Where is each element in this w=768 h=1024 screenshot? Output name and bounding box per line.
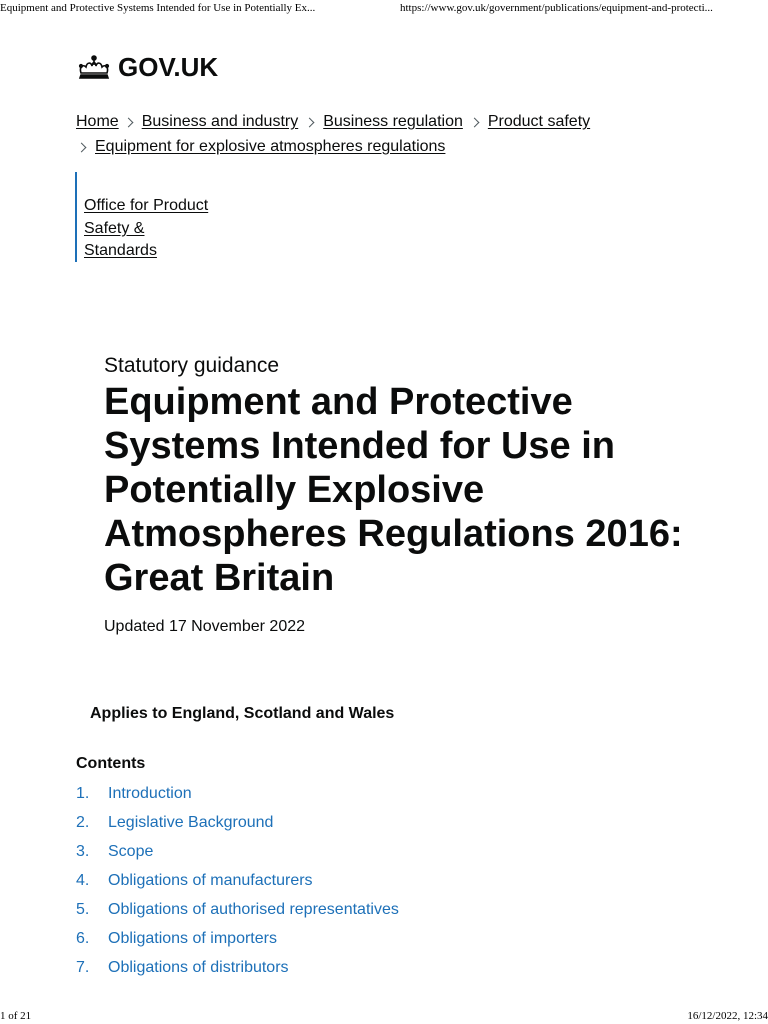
govuk-header[interactable]	[76, 50, 218, 84]
contents-item	[76, 870, 399, 899]
updated-date: Updated 17 November 2022	[104, 618, 306, 635]
print-page-number: 1 of 21	[0, 1010, 32, 1022]
contents-item-number: 4.	[76, 872, 90, 889]
chevron-right-icon	[305, 117, 315, 127]
contents-item	[76, 783, 399, 812]
print-header	[0, 0, 768, 16]
contents-link-obligations-manufacturers[interactable]: Obligations of manufacturers	[108, 872, 313, 889]
breadcrumb-business-and-industry[interactable]: Business and industry	[141, 113, 299, 130]
organisation-line-1: Office for Product	[84, 197, 209, 214]
crown-icon	[76, 53, 112, 81]
contents-link-legislative-background[interactable]: Legislative Background	[108, 814, 274, 831]
chevron-right-icon	[77, 142, 87, 152]
organisation-metadata	[75, 172, 235, 262]
contents-item-number: 5.	[76, 901, 90, 918]
contents-link-obligations-distributors[interactable]: Obligations of distributors	[108, 959, 289, 976]
contents-item	[76, 928, 399, 957]
print-header-url: https://www.gov.uk/government/publications/equipment-and-protecti...	[400, 2, 713, 14]
contents-item-number: 1.	[76, 785, 90, 802]
organisation-line-2: Safety &	[84, 219, 145, 237]
chevron-right-icon	[469, 117, 479, 127]
organisation-link[interactable]	[84, 197, 208, 259]
breadcrumb-business-regulation[interactable]: Business regulation	[323, 113, 463, 130]
contents-link-obligations-authorised-representatives[interactable]: Obligations of authorised representatives	[108, 901, 399, 918]
document-type: Statutory guidance	[104, 354, 280, 377]
contents-item-number: 7.	[76, 959, 90, 976]
contents-item	[76, 957, 399, 986]
page-title: Equipment and Protective Systems Intended for Use in Potentially Explosive Atmospheres Regulations 2016: Great Britain	[104, 381, 683, 599]
print-footer	[0, 1008, 768, 1024]
contents-link-scope[interactable]: Scope	[108, 843, 154, 860]
contents-link-obligations-importers[interactable]: Obligations of importers	[108, 930, 277, 947]
breadcrumb	[76, 110, 696, 160]
organisation-line-3: Standards	[84, 242, 157, 259]
breadcrumb-equipment-explosive-atmospheres[interactable]: Equipment for explosive atmospheres regulations	[95, 138, 446, 155]
chevron-right-icon	[123, 117, 133, 127]
contents-item-number: 2.	[76, 814, 90, 831]
contents-heading: Contents	[76, 755, 146, 772]
print-header-title: Equipment and Protective Systems Intended for Use in Potentially Ex...	[0, 2, 316, 14]
contents-item-number: 3.	[76, 843, 90, 860]
contents-item	[76, 812, 399, 841]
applies-to-notice: Applies to England, Scotland and Wales	[90, 705, 395, 722]
contents-link-introduction[interactable]: Introduction	[108, 785, 192, 802]
contents-list	[76, 783, 399, 986]
breadcrumb-home[interactable]: Home	[76, 113, 119, 130]
govuk-logo-text: GOV.UK	[118, 51, 219, 82]
contents-item-number: 6.	[76, 930, 90, 947]
breadcrumb-product-safety[interactable]: Product safety	[487, 113, 591, 130]
print-datetime: 16/12/2022, 12:34	[687, 1010, 768, 1022]
contents-item	[76, 841, 399, 870]
contents-item	[76, 899, 399, 928]
